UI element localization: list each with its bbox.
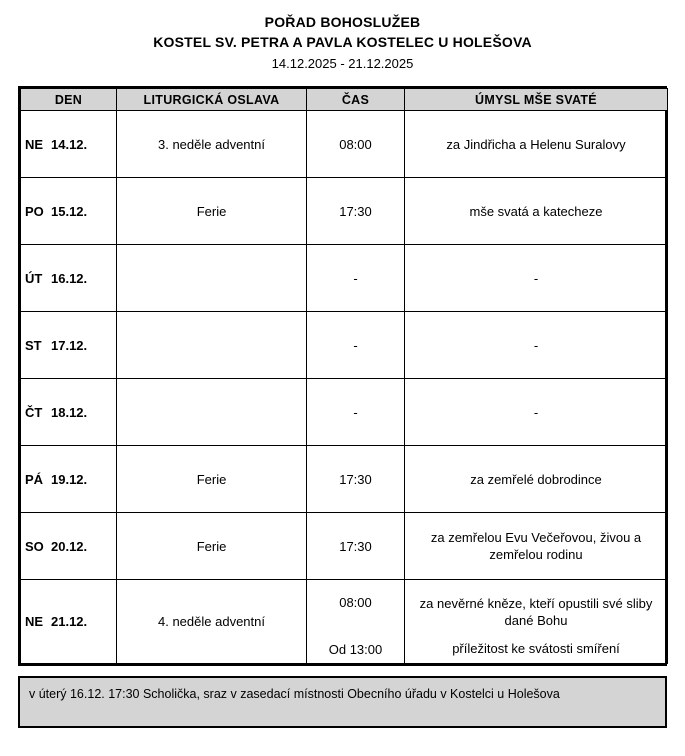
row-day-name: ČT: [25, 404, 43, 420]
row-intention-cell: za zemřelou Evu Večeřovou, živou a zemřelou rodinu: [405, 513, 668, 580]
row-time-cell: 17:30: [307, 178, 405, 245]
row-day-cell: [21, 111, 117, 178]
row-day-date: 17.12.: [51, 337, 88, 353]
row-day-cell: [21, 312, 117, 379]
column-header-den: DEN: [21, 89, 117, 111]
row-day-name: NE: [25, 614, 44, 629]
row-intention-cell: -: [405, 312, 668, 379]
row-day-name: SO: [25, 538, 44, 554]
table-row: [21, 513, 668, 580]
row-liturgy-cell: [117, 312, 307, 379]
table-header-row: [21, 89, 668, 111]
footer-note: v úterý 16.12. 17:30 Scholička, sraz v zasedací místnosti Obecního úřadu v Kostelci u Holešova: [18, 676, 667, 728]
document-date-range: 14.12.2025 - 21.12.2025: [271, 56, 414, 71]
row-day-name: PÁ: [25, 471, 44, 487]
row-liturgy-cell: 4. neděle adventní: [117, 580, 307, 664]
row-time-primary: 08:00: [339, 594, 372, 610]
table-row: [21, 178, 668, 245]
document-title-line1: POŘAD BOHOSLUŽEB: [264, 14, 421, 30]
column-header-liturgicka-oslava: LITURGICKÁ OSLAVA: [117, 89, 307, 111]
row-intention-cell: mše svatá a katecheze: [405, 178, 668, 245]
row-liturgy-cell: Ferie: [117, 513, 307, 580]
row-time-secondary: Od 13:00: [328, 641, 383, 657]
document-title-line2: KOSTEL SV. PETRA A PAVLA KOSTELEC U HOLEŠOVA: [153, 34, 532, 50]
row-day-date: 21.12.: [51, 614, 88, 629]
row-time-cell: [307, 580, 405, 664]
row-intention-primary: za nevěrné kněze, kteří opustili své sliby dané Bohu: [419, 595, 653, 628]
document-header: [0, 0, 685, 74]
row-liturgy-cell: Ferie: [117, 178, 307, 245]
row-time-cell: 08:00: [307, 111, 405, 178]
row-day-cell: [21, 446, 117, 513]
row-day-name: ÚT: [25, 270, 43, 286]
column-header-umysl-mse-svate: ÚMYSL MŠE SVATÉ: [405, 89, 668, 111]
column-header-cas: ČAS: [307, 89, 405, 111]
row-intention-cell: za Jindřicha a Helenu Suralovy: [405, 111, 668, 178]
row-day-date: 19.12.: [51, 471, 88, 487]
row-day-cell: [21, 379, 117, 446]
row-day-cell: [21, 513, 117, 580]
row-day-date: 20.12.: [51, 538, 88, 554]
table-row: [21, 111, 668, 178]
table-row: [21, 446, 668, 513]
row-day-cell: [21, 580, 117, 664]
row-day-date: 16.12.: [51, 270, 88, 286]
row-day-date: 15.12.: [51, 203, 88, 219]
row-time-cell: -: [307, 379, 405, 446]
row-intention-cell: [405, 580, 668, 664]
row-day-date: 18.12.: [51, 404, 88, 420]
table-row: [21, 245, 668, 312]
table-row: [21, 379, 668, 446]
table-row: [21, 312, 668, 379]
row-liturgy-cell: [117, 245, 307, 312]
row-day-date: 14.12.: [51, 136, 88, 152]
row-time-cell: -: [307, 245, 405, 312]
row-liturgy-cell: Ferie: [117, 446, 307, 513]
schedule-table-container: [18, 86, 667, 666]
row-day-name: ST: [25, 337, 42, 353]
row-time-cell: 17:30: [307, 446, 405, 513]
row-intention-cell: -: [405, 379, 668, 446]
row-intention-cell: -: [405, 245, 668, 312]
row-day-cell: [21, 245, 117, 312]
row-day-name: NE: [25, 136, 44, 152]
table-row: [21, 580, 668, 664]
row-day-name: PO: [25, 203, 44, 219]
row-liturgy-cell: 3. neděle adventní: [117, 111, 307, 178]
row-time-cell: 17:30: [307, 513, 405, 580]
row-intention-secondary: příležitost ke svátosti smíření: [452, 640, 620, 656]
schedule-table: [20, 88, 668, 664]
row-time-cell: -: [307, 312, 405, 379]
row-day-cell: [21, 178, 117, 245]
row-liturgy-cell: [117, 379, 307, 446]
row-intention-cell: za zemřelé dobrodince: [405, 446, 668, 513]
